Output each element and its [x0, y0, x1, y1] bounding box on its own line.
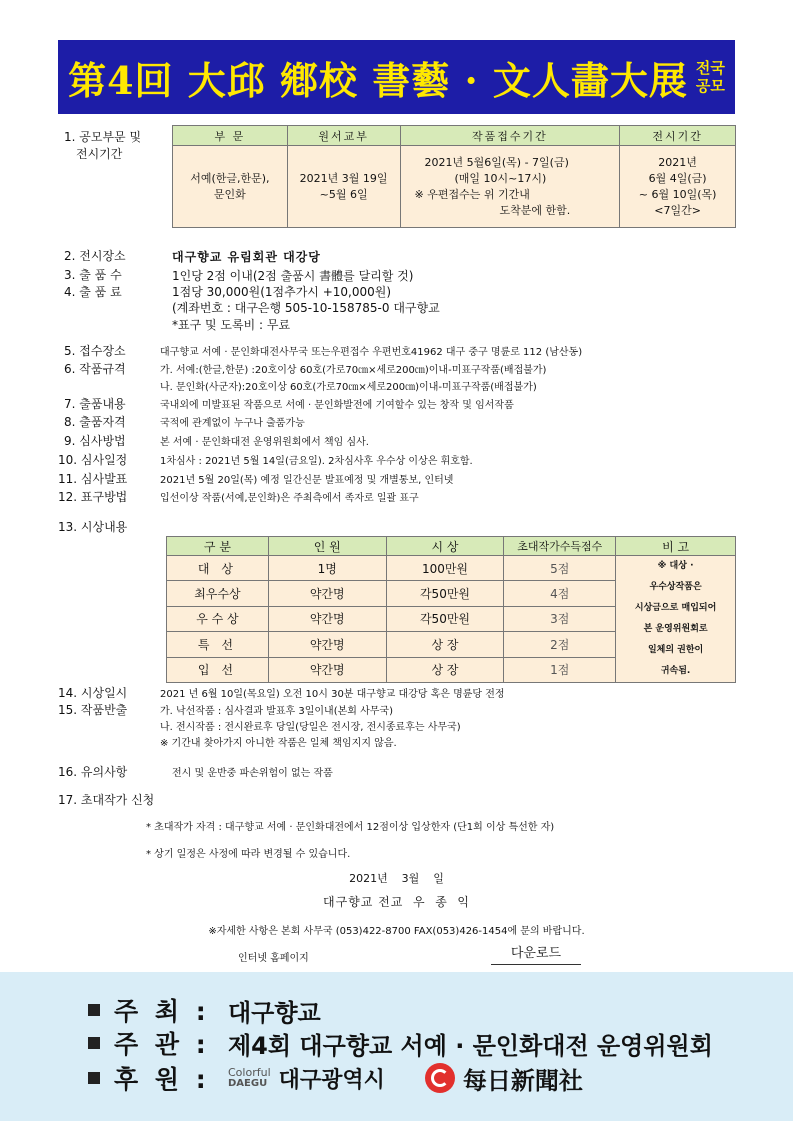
- award-points: 1점: [504, 657, 616, 682]
- award-prize: 각50만원: [386, 581, 504, 606]
- award-points: 2점: [504, 632, 616, 657]
- logo-line: DAEGU: [228, 1078, 268, 1089]
- item-value: 국적에 관계없이 누구나 출품가능: [160, 418, 305, 429]
- exhibition-line: <7일간>: [654, 203, 701, 217]
- host-row: [88, 992, 321, 1028]
- signature-name: 대구향교 전교 우 종 익: [322, 895, 471, 909]
- award-points: 5점: [504, 556, 616, 581]
- exhibition-line: ~ 6월 10일(목): [638, 187, 717, 201]
- organizer-key: 주 관 :: [114, 1030, 210, 1059]
- award-category: 우 수 상: [167, 606, 269, 631]
- banner-title: 第4回 大邱 鄕校 書藝 · 文人畵大展: [68, 57, 688, 103]
- awards-note: [616, 556, 736, 683]
- item-label: 11. 심사발표: [58, 472, 128, 486]
- award-count: 약간명: [268, 581, 386, 606]
- cell-application: [287, 146, 400, 228]
- awards-header: 인 원: [268, 537, 386, 556]
- item-value: 대구향교 유림회관 대강당: [172, 250, 321, 264]
- table-row: [167, 556, 736, 581]
- section17-label: 17. 초대작가 신청: [58, 793, 155, 807]
- item-value: 대구향교 서예 · 문인화대전사무국 또는우편접수 우편번호41962 대구 중구 명륜로 112 (남산동): [160, 347, 583, 358]
- submission-line: (매일 10시~17시): [454, 171, 547, 185]
- item-value-account: (계좌번호 : 대구은행 505-10-158785-0 대구향교: [172, 301, 440, 315]
- host-value: 대구향교: [228, 998, 321, 1027]
- logo-line: Colorful: [228, 1066, 271, 1079]
- item-value: 1인당 2점 이내(2점 출품시 書體를 달리할 것): [172, 269, 414, 283]
- badge-top: 전국: [695, 59, 725, 77]
- cell-submission: [400, 146, 620, 228]
- exhibition-line: 6월 4일(금): [648, 171, 707, 185]
- award-category: 대 상: [167, 556, 269, 581]
- download-link[interactable]: 다운로드: [491, 944, 581, 965]
- cell-exhibition: [620, 146, 736, 228]
- homepage-label: 인터넷 홈페이지: [238, 953, 309, 964]
- section15-label: 15. 작품반출: [58, 703, 128, 717]
- award-category: 입 선: [167, 657, 269, 682]
- awards-table: [166, 536, 736, 683]
- header-category: 부 문: [173, 126, 288, 146]
- award-prize: 상 장: [386, 657, 504, 682]
- awards-header: 구 분: [167, 537, 269, 556]
- bullet-icon: [88, 1037, 100, 1049]
- header-application: 원서교부: [287, 126, 400, 146]
- cell-category: [173, 146, 288, 228]
- award-prize: 각50만원: [386, 606, 504, 631]
- item-value: 1점당 30,000원(1점추가시 +10,000원): [172, 285, 392, 299]
- item-value: 입선이상 작품(서예,문인화)은 주최측에서 족자로 일괄 표구: [160, 493, 419, 504]
- award-prize: 상 장: [386, 632, 504, 657]
- item-label: 2. 전시장소: [64, 249, 126, 263]
- section1-label2: 전시기간: [76, 147, 123, 161]
- item-label: 7. 출품내용: [64, 397, 126, 411]
- item-value: 가. 서예:(한글,한문) :20호이상 60호(가로70㎝×세로200㎝)이내-미표구작품(배접불가): [160, 365, 547, 376]
- contact-line: ※자세한 사항은 본회 사무국 (053)422-8700 FAX(053)426-1454에 문의 바랍니다.: [208, 926, 585, 937]
- note-line: 일체의 권한이: [647, 645, 704, 655]
- bullet-icon: [88, 1072, 100, 1084]
- award-count: 약간명: [268, 657, 386, 682]
- section14-value: 2021 년 6월 10일(목요일) 오전 10시 30분 대구향교 대강당 혹은 명륜당 전정: [160, 689, 505, 700]
- section15-line: 나. 전시작품 : 전시완료후 당일(당일은 전시장, 전시종료후는 사무국): [160, 722, 461, 733]
- section14-label: 14. 시상일시: [58, 686, 128, 700]
- submission-line: 2021년 5월6일(목) - 7일(금): [424, 155, 569, 169]
- colorful-daegu-logo: [228, 1067, 271, 1089]
- category-line: 서예(한글,한문),: [190, 171, 270, 185]
- footer-panel: [0, 972, 793, 1121]
- awards-header: 비 고: [616, 537, 736, 556]
- item-value: 1차심사 : 2021년 5월 14일(금요일). 2차심사후 우수상 이상은 휘호함.: [160, 456, 473, 467]
- title-banner: [58, 40, 735, 114]
- application-line: ~5월 6일: [319, 187, 368, 201]
- section15-line: ※ 기간내 찾아가지 아니한 작품은 일체 책임지지 않음.: [160, 738, 397, 749]
- signature-date: 2021년 3월 일: [349, 872, 444, 885]
- note-line: 귀속됨.: [660, 666, 691, 676]
- sponsor-key: 후 원 :: [114, 1065, 210, 1094]
- item-label: 10. 심사일정: [58, 453, 128, 467]
- item-label: 3. 출 품 수: [64, 268, 122, 282]
- note-line: ※ 대상 ·: [657, 561, 694, 571]
- badge-bottom: 공모: [695, 77, 725, 95]
- item-value-free: *표구 및 도록비 : 무료: [172, 318, 291, 332]
- section16-label: 16. 유의사항: [58, 765, 128, 779]
- section17-line1: * 초대작가 자격 : 대구향교 서예 · 문인화대전에서 12점이상 입상한자 (단1회 이상 특선한 자): [146, 822, 555, 833]
- item-label: 12. 표구방법: [58, 490, 128, 504]
- banner-badge: [696, 59, 725, 95]
- organizer-value: 제4회 대구향교 서예 · 문인화대전 운영위원회: [228, 1031, 713, 1060]
- header-exhibition: 전시기간: [620, 126, 736, 146]
- item-value: 본 서예 · 문인화대전 운영위원회에서 책임 심사.: [160, 437, 369, 448]
- award-prize: 100만원: [386, 556, 504, 581]
- application-line: 2021년 3월 19일: [299, 171, 388, 185]
- award-points: 4점: [504, 581, 616, 606]
- section1-label: 1. 공모부문 및: [64, 130, 142, 144]
- item-value: 2021년 5월 20일(목) 예정 일간신문 발표예정 및 개별통보, 인터넷: [160, 475, 454, 486]
- submission-line: ※ 우편접수는 위 기간내: [414, 187, 530, 201]
- sponsor1-value: 대구광역시: [278, 1067, 385, 1093]
- exhibition-line: 2021년: [658, 155, 697, 169]
- item-value: 나. 문인화(사군자):20호이상 60호(가로70㎝×세로200㎝)이내-미표구작품(배접불가): [160, 382, 537, 393]
- section13-label: 13. 시상내용: [58, 520, 128, 534]
- header-submission: 작품접수기간: [400, 126, 620, 146]
- item-label: 8. 출품자격: [64, 415, 126, 429]
- note-line: 시상금으로 매입되어: [634, 603, 717, 613]
- award-points: 3점: [504, 606, 616, 631]
- sponsor2-value: 每日新聞社: [462, 1065, 583, 1095]
- award-count: 약간명: [268, 632, 386, 657]
- item-label: 4. 출 품 료: [64, 285, 122, 299]
- submission-line: 도착분에 한함.: [499, 203, 571, 217]
- host-key: 주 최 :: [114, 997, 210, 1026]
- note-line: 우수상작품은: [649, 582, 702, 592]
- organizer-row: [88, 1025, 713, 1061]
- award-count: 1명: [268, 556, 386, 581]
- awards-header: 시 상: [386, 537, 504, 556]
- schedule-table: [172, 125, 736, 228]
- item-value: 국내외에 미발표된 작품으로 서예 · 문인화발전에 기여할수 있는 창작 및 임서작품: [160, 400, 514, 411]
- award-category: 특 선: [167, 632, 269, 657]
- maeil-logo-icon: [425, 1063, 455, 1093]
- section15-line: 가. 낙선작품 : 심사결과 발표후 3일이내(본회 사무국): [160, 706, 393, 717]
- note-line: 본 운영위원회로: [643, 624, 708, 634]
- bullet-icon: [88, 1004, 100, 1016]
- awards-header: 초대작가수득점수: [504, 537, 616, 556]
- item-label: 6. 작품규격: [64, 362, 126, 376]
- item-label: 9. 심사방법: [64, 434, 126, 448]
- award-count: 약간명: [268, 606, 386, 631]
- category-line: 문인화: [213, 187, 246, 201]
- item-label: 5. 접수장소: [64, 344, 126, 358]
- section17-line2: * 상기 일정은 사정에 따라 변경될 수 있습니다.: [146, 849, 351, 860]
- sponsor-row: [88, 1060, 583, 1096]
- section16-value: 전시 및 운반중 파손위험이 없는 작품: [172, 768, 333, 779]
- award-category: 최우수상: [167, 581, 269, 606]
